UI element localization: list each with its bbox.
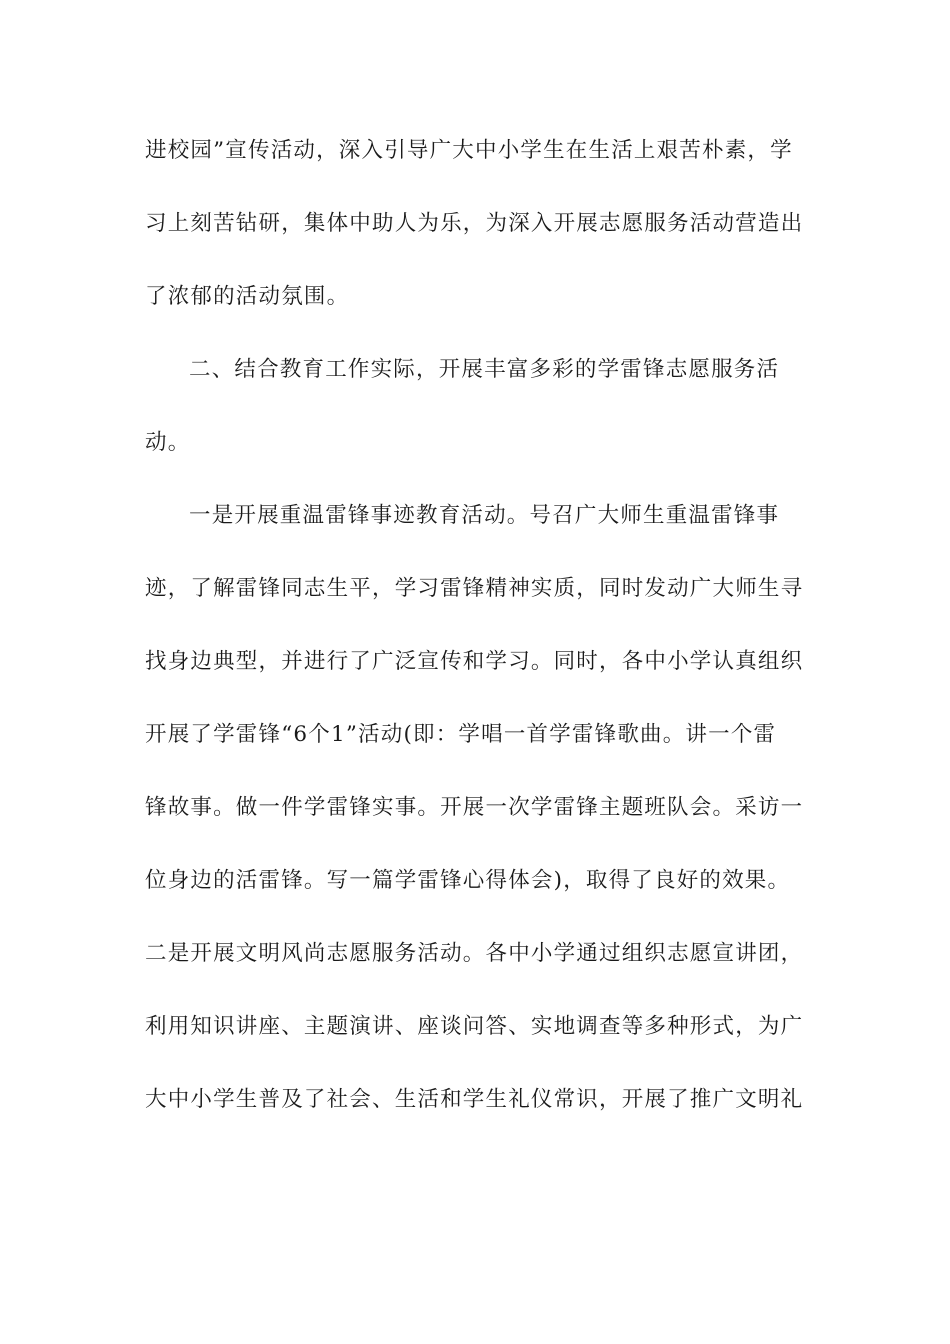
paragraph-line: 锋故事。做一件学雷锋实事。开展一次学雷锋主题班队会。采访一 (145, 795, 804, 820)
paragraph-line: 利用知识讲座、主题演讲、座谈问答、实地调查等多种形式，为广 (145, 1014, 804, 1039)
paragraph-line: 大中小学生普及了社会、生活和学生礼仪常识，开展了推广文明礼 (145, 1087, 804, 1112)
paragraph-line: 位身边的活雷锋。写一篇学雷锋心得体会)，取得了良好的效果。 (145, 868, 791, 893)
paragraph-line: 习上刻苦钻研，集体中助人为乐，为深入开展志愿服务活动营造出 (145, 211, 804, 236)
paragraph-line: 二是开展文明风尚志愿服务活动。各中小学通过组织志愿宣讲团， (145, 941, 804, 966)
paragraph-line: 迹，了解雷锋同志生平，学习雷锋精神实质，同时发动广大师生寻 (145, 576, 804, 601)
paragraph-line: 了浓郁的活动氛围。 (145, 284, 350, 309)
paragraph-line: 进校园”宣传活动，深入引导广大中小学生在生活上艰苦朴素，学 (145, 138, 793, 163)
paragraph-line: 找身边典型，并进行了广泛宣传和学习。同时，各中小学认真组织 (145, 649, 804, 674)
section-heading-line: 二、结合教育工作实际，开展丰富多彩的学雷锋志愿服务活 (189, 357, 780, 382)
section-heading-line: 动。 (145, 430, 191, 455)
document-body (145, 128, 805, 1150)
paragraph-line: 开展了学雷锋“6个1”活动(即：学唱一首学雷锋歌曲。讲一个雷 (145, 722, 777, 747)
paragraph-line: 一是开展重温雷锋事迹教育活动。号召广大师生重温雷锋事 (189, 503, 780, 528)
